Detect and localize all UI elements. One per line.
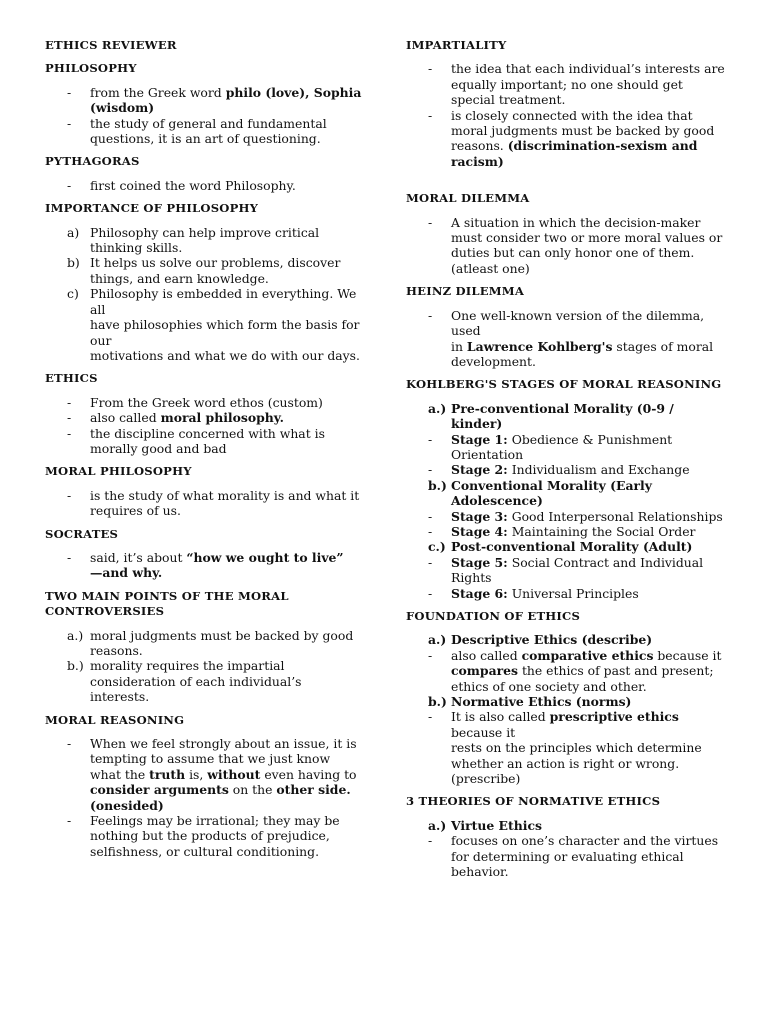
left-column xyxy=(45,38,363,867)
right-column xyxy=(406,38,726,888)
list-item: - From the Greek word ethos (custom) xyxy=(67,394,323,410)
list-item: - the discipline concerned with what is morally good and bad xyxy=(67,425,325,456)
list-importance xyxy=(45,225,363,364)
list-item: b.) Conventional Morality (Early Adolescence) xyxy=(428,477,652,509)
list-item: - is the study of what morality is and what it requires of us. xyxy=(67,487,360,519)
list-impartiality xyxy=(406,61,726,169)
heading-philosophy: PHILOSOPHY xyxy=(45,61,137,76)
list-item: a.) Virtue Ethics xyxy=(428,817,542,833)
list-foundation-of-ethics xyxy=(406,632,726,786)
list-item: - A situation in which the decision-maker must consider two or more moral values or duties but can only honor one of them. (atleast one) xyxy=(428,214,723,276)
list-theories-normative-ethics xyxy=(406,818,726,880)
list-item: a.) moral judgments must be backed by good reasons. xyxy=(67,627,354,658)
list-item: a.) Descriptive Ethics (describe) xyxy=(428,632,653,648)
list-item: b.) Normative Ethics (norms) xyxy=(428,694,632,710)
list-item: - focuses on one’s character and the virtues for determining or evaluating ethical behavior. xyxy=(428,833,719,880)
list-philosophy xyxy=(45,85,363,147)
list-pythagoras xyxy=(45,178,363,193)
list-two-main-points xyxy=(45,628,363,705)
heading-moral-philosophy: MORAL PHILOSOPHY xyxy=(45,464,192,479)
list-kohlberg xyxy=(406,401,726,601)
list-item: b) It helps us solve our problems, discover things, and earn knowledge. xyxy=(67,255,341,286)
list-item: - from the Greek word philo (love), Sophia (wisdom) xyxy=(67,84,362,116)
list-item: - Stage 5: Social Contract and Individual Rights xyxy=(428,554,704,586)
heading-heinz-dilemma: HEINZ DILEMMA xyxy=(406,284,525,299)
list-item: a) Philosophy can help improve critical thinking skills. xyxy=(67,224,320,256)
list-item: - Stage 6: Universal Principles xyxy=(428,585,639,601)
heading-foundation-of-ethics: FOUNDATION OF ETHICS xyxy=(406,609,581,623)
heading-theories-normative-ethics: 3 THEORIES OF NORMATIVE ETHICS xyxy=(406,794,661,809)
heading-moral-reasoning: MORAL REASONING xyxy=(45,712,185,727)
list-moral-reasoning xyxy=(45,736,363,859)
list-item: - is closely connected with the idea that moral judgments must be backed by good reasons. (discrimination-sexism and racism) xyxy=(428,107,715,169)
list-moral-philosophy xyxy=(45,488,363,519)
list-moral-dilemma xyxy=(406,215,726,277)
heading-pythagoras: PYTHAGORAS xyxy=(45,154,140,169)
list-item: - also called moral philosophy. xyxy=(67,410,284,426)
list-item: - Stage 2: Individualism and Exchange xyxy=(428,462,690,478)
list-item: - Stage 4: Maintaining the Social Order xyxy=(428,523,696,539)
list-item: a.) Pre-conventional Morality (0-9 / kinder) xyxy=(428,400,674,432)
heading-moral-dilemma: MORAL DILEMMA xyxy=(406,191,530,206)
heading-impartiality: IMPARTIALITY xyxy=(406,38,507,52)
list-item: - Feelings may be irrational; they may be nothing but the products of prejudice, selfishness, or cultural conditioning. xyxy=(67,813,340,859)
heading-importance: IMPORTANCE OF PHILOSOPHY xyxy=(45,201,259,216)
list-item: - the study of general and fundamental questions, it is an art of questioning. xyxy=(67,115,327,147)
list-item: - the idea that each individual’s interests are equally important; no one should get special treatment. xyxy=(428,61,725,108)
list-item: - Stage 3: Good Interpersonal Relationships xyxy=(428,508,723,524)
list-ethics xyxy=(45,395,363,457)
list-item: c.) Post-conventional Morality (Adult) xyxy=(428,539,693,555)
list-item: - It is also called prescriptive ethics because it rests on the principles which determine whether an action is right or wrong. (prescribe) xyxy=(428,709,702,787)
list-item: - One well-known version of the dilemma, used in Lawrence Kohlberg's stages of moral development. xyxy=(428,307,714,369)
list-item: - Stage 1: Obedience & Punishment Orientation xyxy=(428,431,673,462)
list-item: - also called comparative ethics because it compares the ethics of past and present; ethics of one society and other. xyxy=(428,647,722,694)
list-item: c) Philosophy is embedded in everything. We all have philosophies which form the basis for our motivations and what we do with our days. xyxy=(67,286,360,363)
heading-socrates: SOCRATES xyxy=(45,526,119,541)
list-item: b.) morality requires the impartial consideration of each individual’s interests. xyxy=(67,658,302,705)
heading-ethics: ETHICS xyxy=(45,371,98,386)
document-title: ETHICS REVIEWER xyxy=(45,38,177,52)
list-heinz-dilemma xyxy=(406,308,726,370)
list-item: - first coined the word Philosophy. xyxy=(67,177,296,193)
list-socrates xyxy=(45,550,363,581)
list-item: - said, it’s about “how we ought to live” —and why. xyxy=(67,549,344,581)
list-item: - When we feel strongly about an issue, it is tempting to assume that we just know what the truth is, without even having to consider arguments on the other side. (onesided) xyxy=(67,736,357,813)
heading-kohlberg: KOHLBERG'S STAGES OF MORAL REASONING xyxy=(406,377,722,392)
heading-two-main-points: TWO MAIN POINTS OF THE MORAL CONTROVERSIES xyxy=(45,588,289,619)
